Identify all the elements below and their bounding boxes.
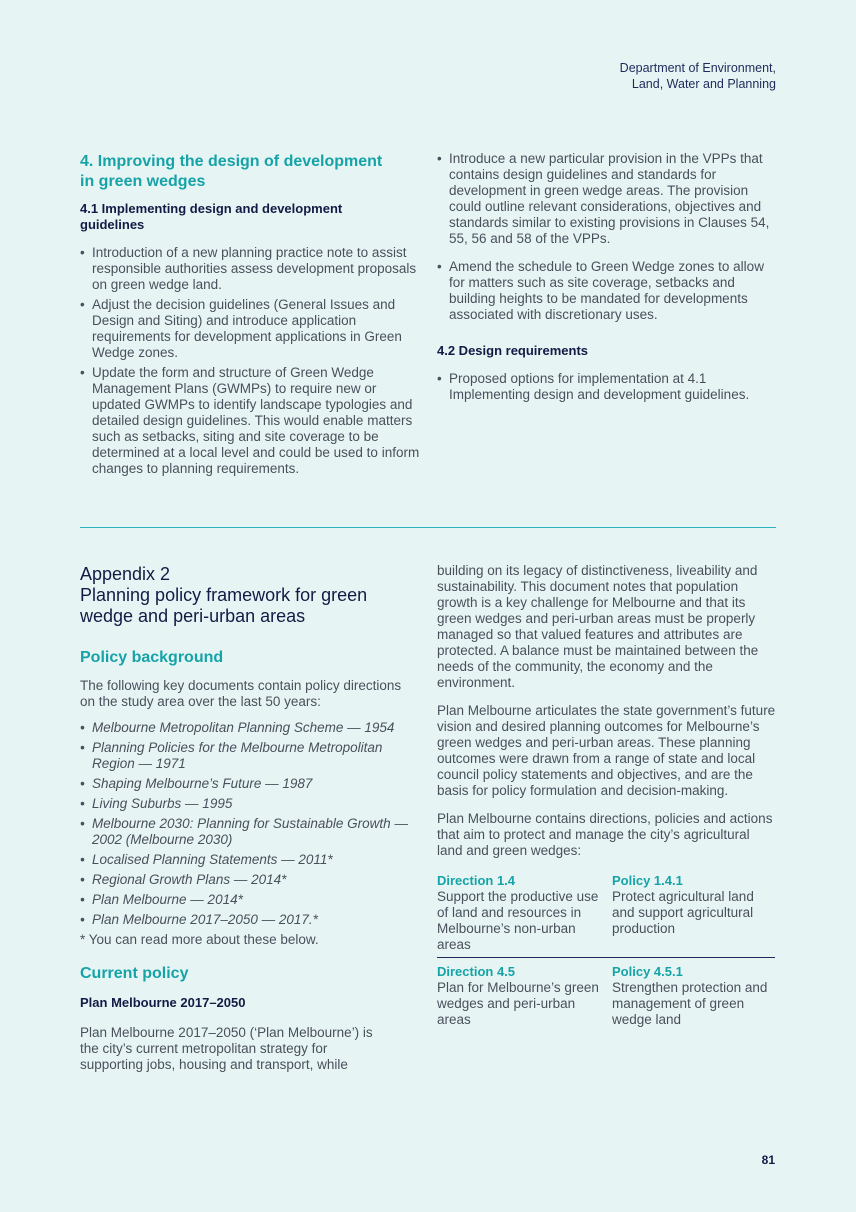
directions-policies-table: [437, 873, 776, 1028]
section4-title: [80, 152, 420, 192]
policy-heading: Policy 4.5.1: [612, 964, 683, 979]
list-item: • Regional Growth Plans — 2014*: [80, 872, 420, 888]
page-number: 81: [761, 1153, 775, 1167]
policy-background-heading: Policy background: [80, 649, 224, 666]
section4-right-column: [437, 151, 776, 403]
list-item: • Amend the schedule to Green Wedge zones to allow for matters such as site coverage, setbacks and building heights to be mandated for developments associated with discretionary uses.: [437, 259, 776, 323]
section4-left-column: [80, 152, 420, 477]
table-row-divider: [437, 957, 775, 958]
list-item: • Melbourne Metropolitan Planning Scheme — 1954: [80, 720, 420, 736]
list-item: • Plan Melbourne — 2014*: [80, 892, 420, 908]
current-policy-heading: Current policy: [80, 965, 189, 982]
list-item: • Proposed options for implementation at 4.1 Implementing design and development guidelines.: [437, 371, 776, 403]
direction-heading: Direction 4.5: [437, 964, 516, 979]
policy-background-intro: The following key documents contain policy directions on the study area over the last 50 years:: [80, 678, 402, 709]
table-cell-policy: [612, 964, 775, 1028]
policy-text: Protect agricultural land and support agricultural production: [612, 889, 754, 936]
subsection-4-1-heading: [80, 201, 420, 233]
direction-text: Support the productive use of land and resources in Melbourne’s non-urban areas: [437, 889, 599, 952]
key-documents-list: [80, 720, 420, 928]
list-item: • Plan Melbourne 2017–2050 — 2017.*: [80, 912, 420, 928]
footnote: * You can read more about these below.: [80, 932, 319, 947]
section4-title-line-1: 4. Improving the design of development: [80, 153, 383, 170]
section4-right-bullets: [437, 151, 776, 323]
direction-text: Plan for Melbourne’s green wedges and peri-urban areas: [437, 980, 599, 1027]
section4-title-line-2: in green wedges: [80, 173, 206, 190]
list-item: • Living Suburbs — 1995: [80, 796, 420, 812]
paragraph-vision: Plan Melbourne articulates the state government’s future vision and desired planning outcomes for Melbourne’s green wedges and peri-urban areas. These planning outcomes were drawn from a range of state and local council policy statements and objectives, and are the basis for policy formulation and decision-making.: [437, 703, 776, 798]
department-header: [620, 60, 776, 92]
section-divider: [80, 527, 776, 528]
section4-2-bullets: [437, 371, 776, 403]
list-item: • Introduction of a new planning practice note to assist responsible authorities assess development proposals on green wedge land.: [80, 245, 420, 293]
direction-heading: Direction 1.4: [437, 873, 516, 888]
subsection-4-1-line-1: 4.1 Implementing design and development: [80, 201, 343, 216]
section4-left-bullets: [80, 245, 420, 477]
list-item: • Update the form and structure of Green Wedge Management Plans (GWMPs) to require new or updated GWMPs to identify landscape typologies and detailed design guidelines. This would enable matters such as setbacks, siting and site coverage to be determined at a local level and could be used to inform changes to planning requirements.: [80, 365, 420, 477]
paragraph-legacy: building on its legacy of distinctiveness, liveability and sustainability. This document notes that population growth is a key challenge for Melbourne and that its green wedges and peri-urban areas must be properly managed so that valued features and attributes are protected. A balance must be maintained between the needs of the community, the economy and the environment.: [437, 563, 759, 690]
appendix-right-column: [437, 563, 776, 1028]
appendix-left-column: [80, 564, 420, 1073]
plan-melbourne-paragraph: Plan Melbourne 2017–2050 (‘Plan Melbourne’) is the city’s current metropolitan strategy for supporting jobs, housing and transport, while: [80, 1025, 373, 1072]
header-line-2: Land, Water and Planning: [631, 77, 776, 91]
list-item: • Shaping Melbourne’s Future — 1987: [80, 776, 420, 792]
appendix-heading: [80, 564, 420, 627]
paragraph-directions: Plan Melbourne contains directions, policies and actions that aim to protect and manage the city’s agricultural land and green wedges:: [437, 811, 773, 858]
header-line-1: Department of Environment,: [619, 61, 776, 75]
list-item: • Planning Policies for the Melbourne Metropolitan Region — 1971: [80, 740, 420, 772]
list-item: • Melbourne 2030: Planning for Sustainable Growth — 2002 (Melbourne 2030): [80, 816, 420, 848]
policy-heading: Policy 1.4.1: [612, 873, 683, 888]
subsection-4-2-heading: 4.2 Design requirements: [437, 343, 588, 358]
table-cell-direction: [437, 964, 612, 1028]
appendix-title-line-1: Planning policy framework for green: [80, 585, 368, 605]
appendix-title-line-2: wedge and peri-urban areas: [80, 606, 306, 626]
appendix-label: Appendix 2: [80, 564, 171, 584]
list-item: • Introduce a new particular provision in the VPPs that contains design guidelines and standards for development in green wedge areas. The provision could outline relevant considerations, objectives and standards similar to existing provisions in Clauses 54, 55, 56 and 58 of the VPPs.: [437, 151, 776, 247]
policy-text: Strengthen protection and management of green wedge land: [612, 980, 768, 1027]
plan-melbourne-heading: Plan Melbourne 2017–2050: [80, 995, 246, 1010]
list-item: • Adjust the decision guidelines (General Issues and Design and Siting) and introduce application requirements for development applications in Green Wedge zones.: [80, 297, 420, 361]
list-item: • Localised Planning Statements — 2011*: [80, 852, 420, 868]
subsection-4-1-line-2: guidelines: [80, 217, 145, 232]
table-cell-direction: [437, 873, 612, 953]
table-cell-policy: [612, 873, 775, 953]
